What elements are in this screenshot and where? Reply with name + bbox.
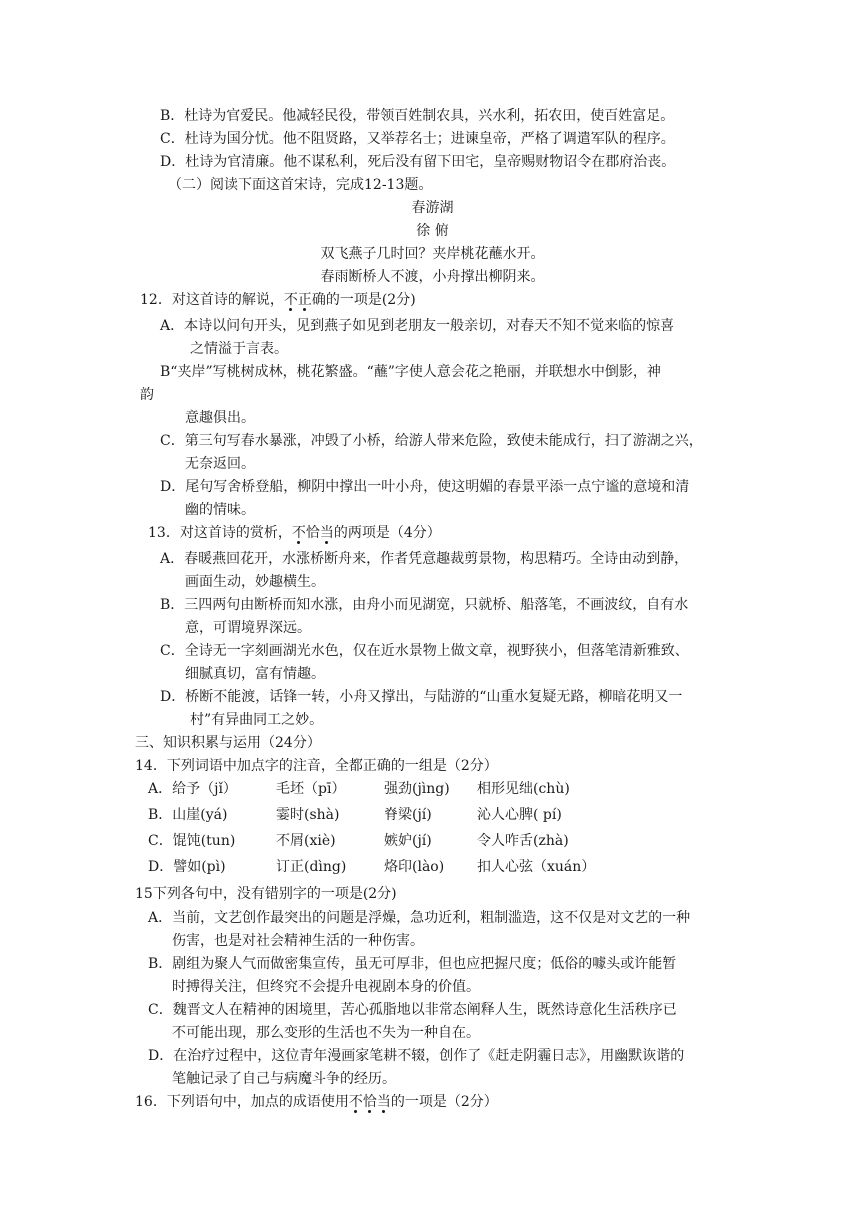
q15-option-c-line-2: 不可能出现，那么变形的生活也不失为一种自在。 — [172, 1025, 480, 1041]
q14-stem: 14．下列词语中加点字的注音，全都正确的一组是（2分） — [135, 758, 498, 774]
q15-option-c-line-1: C．魏晋文人在精神的困境里，苦心孤脂地以非常态阐释人生，既然诗意化生活秩序已 — [148, 1002, 677, 1018]
q13-option-d-line-1: D．桥断不能渡，话锋一转，小舟又撑出，与陆游的“山重水复疑无路，柳暗花明又一 — [160, 689, 683, 705]
q16-stem-post: 的一项是（2分） — [390, 1094, 498, 1110]
q15-option-b-line-1: B．剧组为聚人气而做密集宣传，虽无可厚非，但也应把握尺度；低俗的噱头或许能暂 — [148, 956, 677, 972]
q12-stem — [140, 290, 416, 310]
q13-option-b-line-2: 意，可谓境界深远。 — [185, 620, 311, 636]
q15-option-a-line-2: 伤害，也是对社会精神生活的一种伤害。 — [172, 933, 424, 949]
q13-option-a-line-2: 画面生动，妙趣横生。 — [185, 574, 325, 590]
q14-a-2: 毛坯（pī） — [276, 781, 346, 797]
q16-stem-emphasis-1: 不 — [348, 1094, 363, 1110]
q16-stem-emphasis-3: 当 — [376, 1094, 391, 1110]
q12-stem-pre: 12．对这首诗的解说， — [140, 292, 284, 308]
q14-d-1: D．譬如(pì) — [148, 859, 226, 875]
q14-a-3: 强劲(jìng) — [384, 781, 450, 797]
q13-option-c-line-1: C．全诗无一字刻画湖光水色，仅在近水景物上做文章，视野狭小，但落笔清新雅致、 — [160, 643, 689, 659]
q11-option-d: D．杜诗为官清廉。他不谋私利，死后没有留下田宅，皇帝赐财物诏令在郡府治丧。 — [160, 154, 676, 170]
q14-b-2: 霎时(shà) — [276, 807, 340, 823]
q11-option-b: B．杜诗为官爱民。他减轻民役，带领百姓制农具，兴水利，拓农田，使百姓富足。 — [160, 108, 675, 124]
poem-line-2: 春雨断桥人不渡，小舟撑出柳阴来。 — [320, 269, 545, 285]
q13-stem-mid: 恰 — [305, 525, 320, 541]
q15-option-a-line-1: A．当前，文艺创作最突出的问题是浮燥，急功近利，粗制滥造，这不仅是对文艺的一种 — [148, 910, 691, 926]
q13-option-c-line-2: 细腻真切，富有情趣。 — [185, 666, 325, 682]
q13-option-d-line-2: 村”有异曲同工之妙。 — [190, 712, 324, 728]
q12-option-a-line-2: 之情溢于言表。 — [190, 341, 288, 357]
q14-c-1: C．馄饨(tun) — [148, 833, 236, 849]
q12-option-a-line-1: A．本诗以问句开头，见到燕子如见到老朋友一般亲切，对春天不知不觉来临的惊喜 — [160, 318, 675, 334]
q14-a-4: 相形见绌(chù) — [477, 781, 570, 797]
q14-d-2: 订正(dìng) — [276, 859, 347, 875]
q12-stem-post: 确的一项是(2分) — [311, 292, 416, 308]
section3-heading: 三、知识积累与运用（24分） — [135, 735, 321, 751]
q14-d-3: 烙印(lào) — [384, 859, 445, 875]
q15-option-d-line-2: 笔触记录了自己与病魔斗争的经历。 — [172, 1071, 396, 1087]
q15-option-d-line-1: D．在治疗过程中，这位青年漫画家笔耕不辍，创作了《赶走阴霾日志》，用幽默诙谐的 — [148, 1048, 685, 1064]
q12-option-c-line-2: 无奈返回。 — [185, 456, 255, 472]
q14-b-1: B．山崖(yá) — [148, 807, 228, 823]
q16-stem-emphasis-2: 恰 — [362, 1094, 377, 1110]
q14-a-1: A．给予（jǐ） — [148, 781, 237, 797]
q13-stem-emphasis-2: 当 — [319, 525, 334, 541]
q13-stem-post: 的两项是（4分） — [333, 525, 441, 541]
q11-option-c: C．杜诗为国分忧。他不阻贤路，又举荐名士；进谏皇帝，严格了调遣军队的程序。 — [160, 131, 675, 147]
poem-author: 徐 俯 — [416, 223, 449, 239]
q14-c-2: 不屑(xiè) — [276, 833, 336, 849]
q13-stem-emphasis-1: 不 — [291, 525, 306, 541]
q12-stem-emphasis-1: 不 — [283, 292, 298, 308]
q12-option-c-line-1: C．第三句写春水暴涨，冲毁了小桥，给游人带来危险，致使未能成行，扫了游湖之兴， — [160, 433, 703, 449]
q12-option-b-line-3: 意趣俱出。 — [185, 410, 255, 426]
q15-option-b-line-2: 时搏得关注，但终究不会提升电视剧本身的价值。 — [172, 979, 480, 995]
q12-option-b-line-1: B“夹岸”写桃树成林，桃花繁盛。“蘸”字使人意会花之艳丽，并联想水中倒影，神 — [160, 364, 661, 380]
q14-d-4: 扣人心弦（xuán） — [477, 859, 596, 875]
poem-title: 春游湖 — [411, 200, 454, 216]
q14-c-3: 嫉妒(jí) — [384, 833, 432, 849]
q12-option-d-line-2: 幽的情味。 — [185, 502, 255, 518]
q14-b-3: 脊梁(jí) — [384, 807, 432, 823]
q13-stem-pre: 13．对这首诗的赏析， — [148, 525, 292, 541]
q12-option-b-line-2: 韵 — [140, 387, 154, 403]
section2-intro: （二）阅读下面这首宋诗，完成12-13题。 — [168, 177, 433, 193]
q16-stem-pre: 16．下列语句中，加点的成语使用 — [135, 1094, 349, 1110]
q16-stem — [135, 1092, 498, 1112]
q13-stem — [148, 523, 441, 543]
q15-stem: 15下列各句中，没有错别字的一项是(2分) — [135, 886, 397, 902]
q12-option-d-line-1: D．尾句写舍桥登船，柳阴中撑出一叶小舟，使这明媚的春景平添一点宁谧的意境和清 — [160, 479, 690, 495]
q14-b-4: 沁人心脾( pí) — [477, 807, 562, 823]
q13-option-b-line-1: B．三四两句由断桥而知水涨，由舟小而见湖宽，只就桥、船落笔，不画波纹，自有水 — [160, 597, 689, 613]
poem-line-1: 双飞燕子几时回？夹岸桃花蘸水开。 — [320, 246, 545, 262]
q12-stem-emphasis-2: 正 — [297, 292, 312, 308]
q14-c-4: 令人咋舌(zhà) — [477, 833, 569, 849]
q13-option-a-line-1: A．春暖燕回花开，水涨桥断舟来，作者凭意趣裁剪景物，构思精巧。全诗由动到静， — [160, 551, 689, 567]
